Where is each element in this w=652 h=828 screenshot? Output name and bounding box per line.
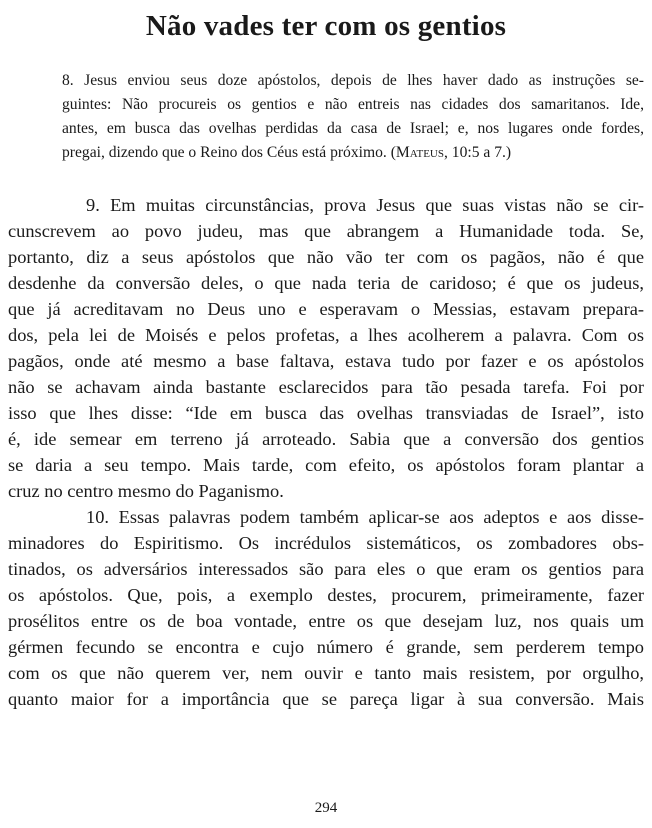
page-title: Não vades ter com os gentios [145,10,507,42]
paragraph-line: cruz no centro mesmo do Paganismo. [8,481,284,501]
body-text [8,192,644,712]
quote-line: antes, em busca das ovelhas perdidas da casa de Israel; e, nos lugares onde fordes, [62,120,644,137]
paragraph-line: cunscrevem ao povo judeu, mas que abrangem a Humanidade toda. Se, [8,221,644,241]
paragraph-line: quanto maior for a importância que se pareça ligar à sua conversão. Mais [8,689,644,709]
paragraph-line: os apóstolos. Que, pois, a exemplo destes, procurem, primeiramente, fazer [8,585,644,605]
quote-reference-book: Mateus [395,144,444,161]
paragraph-10 [8,504,644,712]
quote-line-text: pregai, dizendo que o Reino dos Céus está próximo. ( [62,144,396,161]
quote-line: guintes: Não procureis os gentios e não entreis nas cidades dos samaritanos. Ide, [62,96,644,113]
paragraph-line: com os que não querem ver, nem ouvir e tanto mais resistem, por orgulho, [8,663,644,683]
paragraph-line: pagãos, onde até mesmo a base faltava, estava tudo por fazer e os apóstolos [8,351,644,371]
paragraph-line: que já acreditavam no Deus uno e esperavam o Messias, estavam prepara- [8,299,644,319]
paragraph-line: 9. Em muitas circunstâncias, prova Jesus que suas vistas não se cir- [86,195,644,215]
paragraph-line: prosélitos entre os de boa vontade, entre os que desejam luz, nos quais um [8,611,644,631]
paragraph-line: desdenhe da conversão deles, o que nada teria de caridoso; é que os judeus, [8,273,644,293]
paragraph-line: minadores do Espiritismo. Os incrédulos sistemáticos, os zombadores obs- [8,533,644,553]
paragraph-line: tinados, os adversários interessados são para eles o que eram os gentios para [8,559,644,579]
scripture-quote [62,69,644,165]
page-number: 294 [314,800,338,816]
paragraph-line: é, ide semear em terreno já arroteado. Sabia que a conversão dos gentios [8,429,644,449]
quote-line-last [62,141,644,165]
paragraph-line: gérmen fecundo se encontra e cujo número é grande, sem perderem tempo [8,637,644,657]
paragraph-line: não se achavam ainda bastante esclarecidos para tão pesada tarefa. Foi por [8,377,644,397]
paragraph-line: dos, pela lei de Moisés e pelos profetas, a lhes acolherem a palavra. Com os [8,325,644,345]
paragraph-9 [8,192,644,504]
paragraph-line: se daria a seu tempo. Mais tarde, com efeito, os apóstolos foram plantar a [8,455,644,475]
paragraph-line: portanto, diz a seus apóstolos que não vão ter com os pagãos, não é que [8,247,644,267]
quote-reference-verses: , 10:5 a 7.) [444,144,512,161]
quote-line: 8. Jesus enviou seus doze apóstolos, depois de lhes haver dado as instruções se- [62,72,644,89]
paragraph-line: isso que lhes disse: “Ide em busca das ovelhas transviadas de Israel”, isto [8,403,644,423]
paragraph-line: 10. Essas palavras podem também aplicar-se aos adeptos e aos disse- [86,507,644,527]
